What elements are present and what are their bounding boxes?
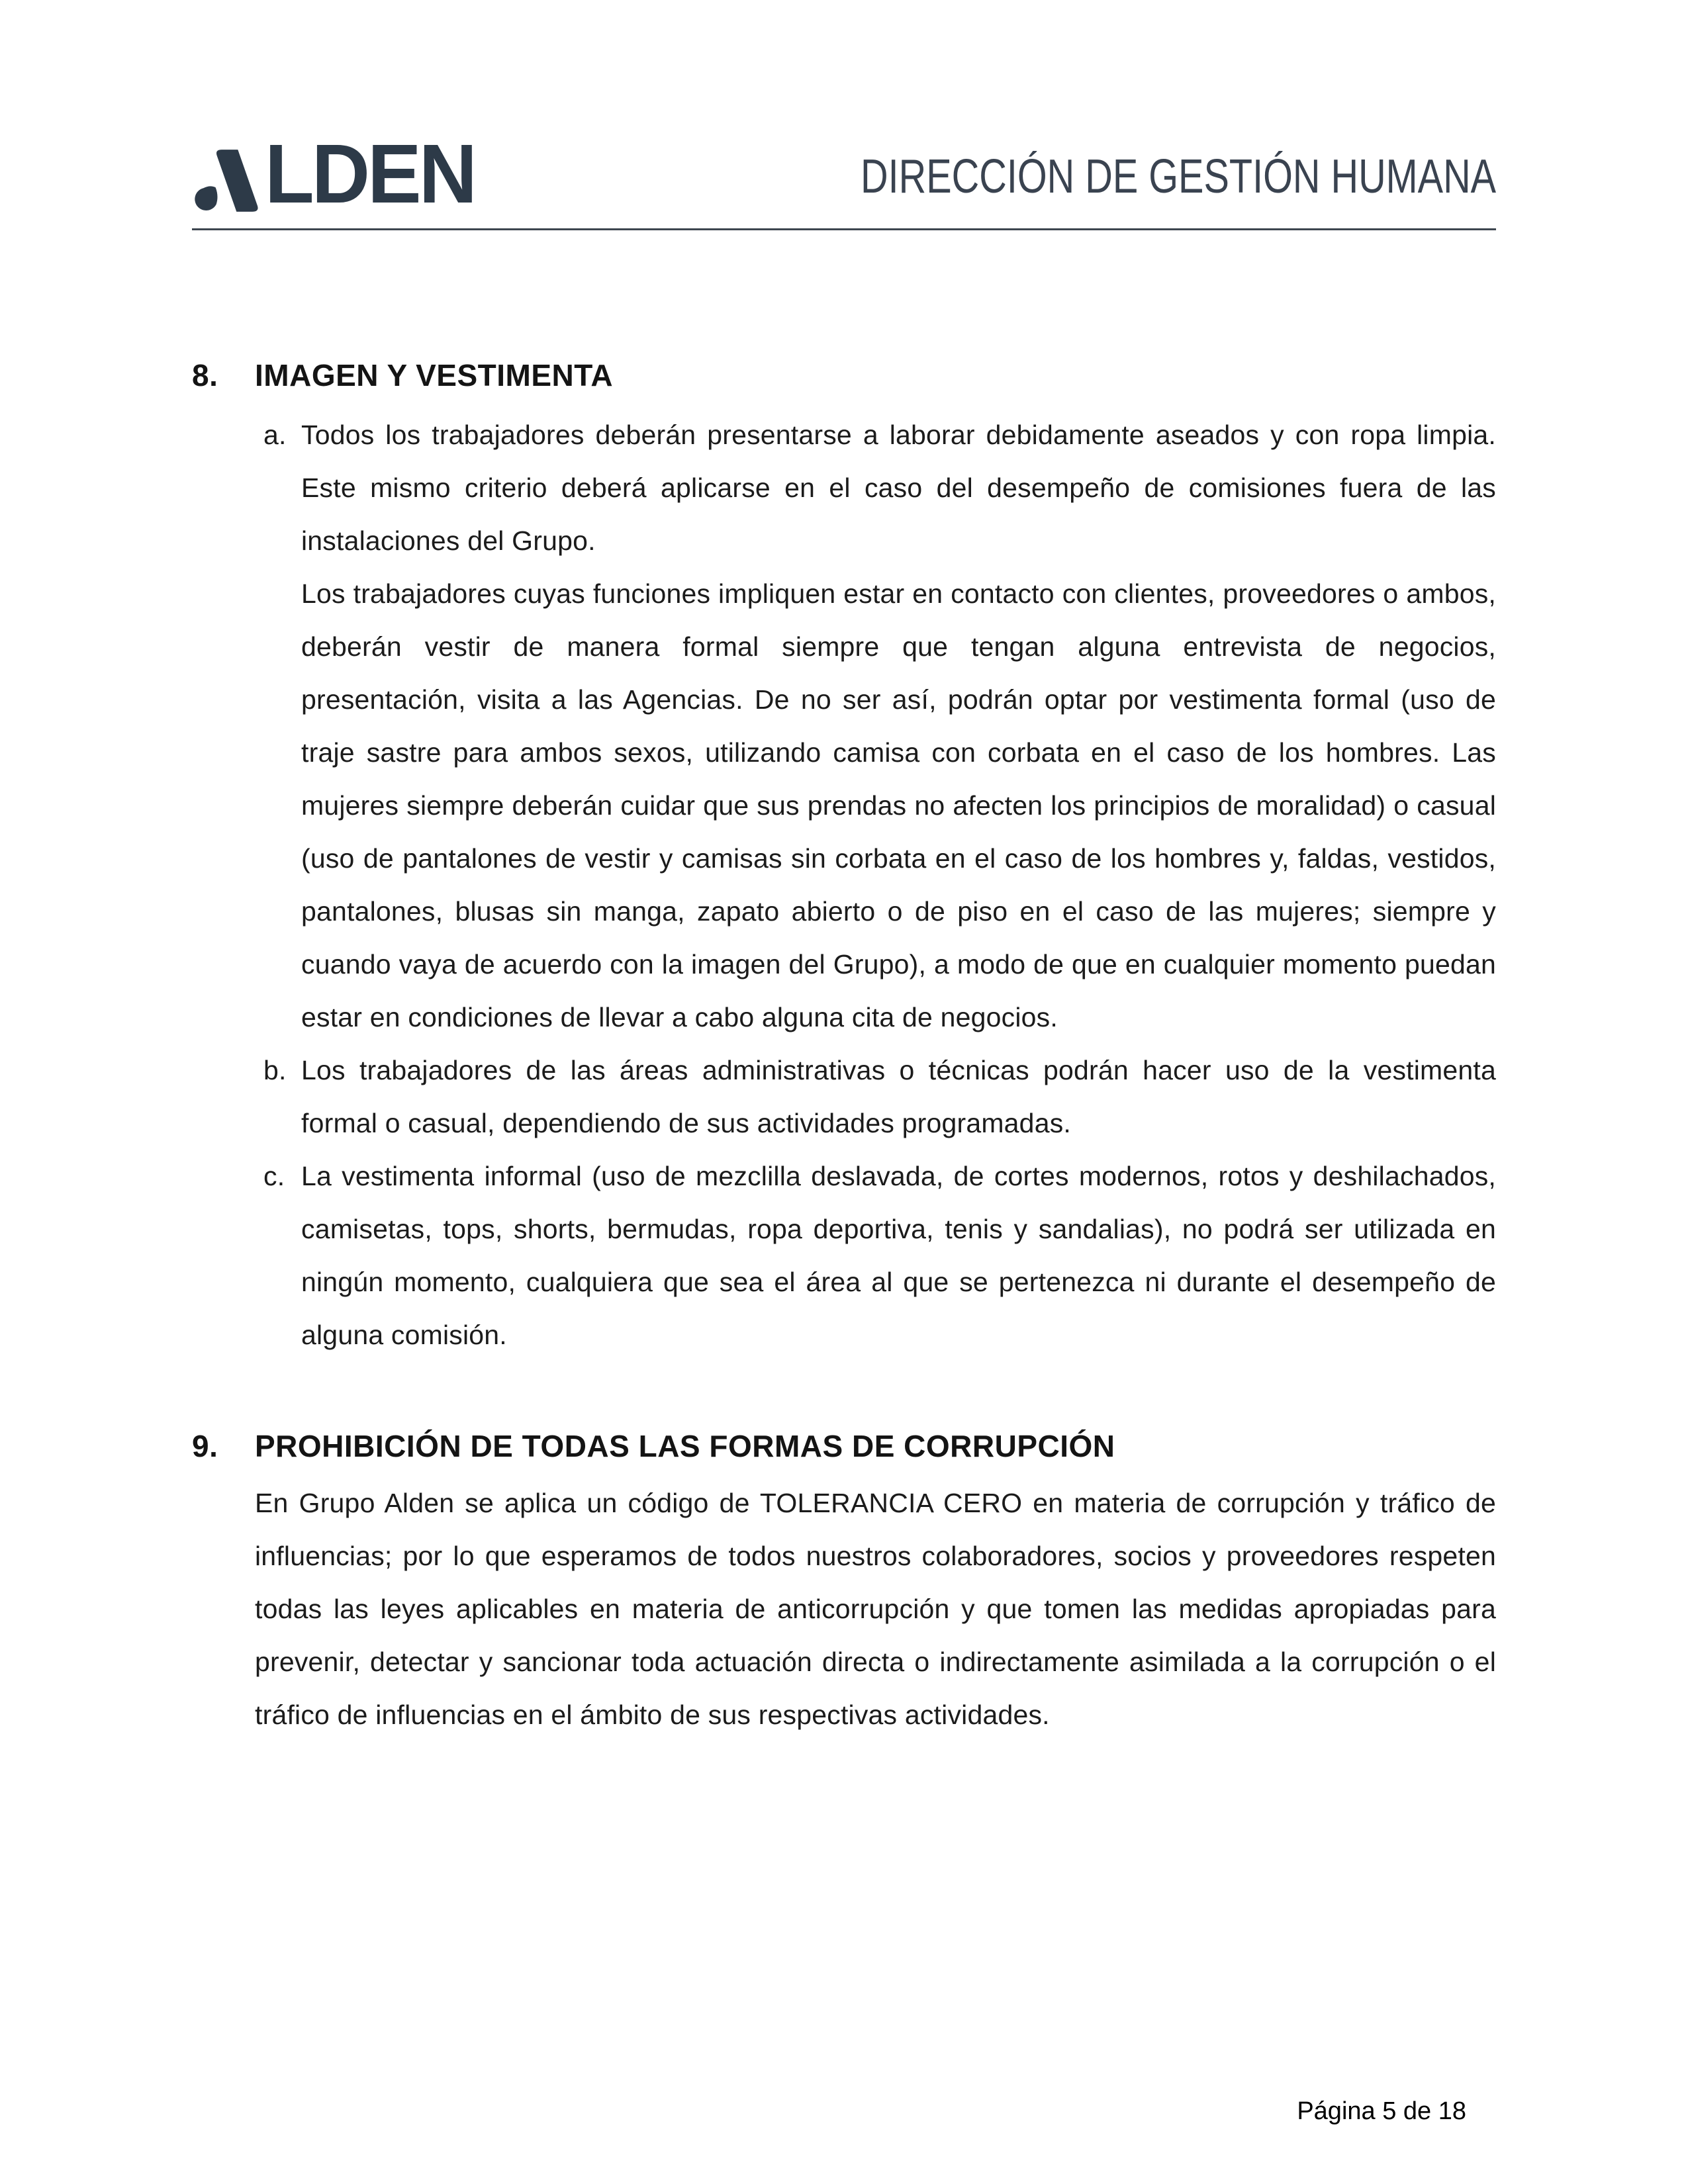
page-number-label: Página 5 de 18 xyxy=(1297,2097,1466,2125)
section-9-body xyxy=(192,1477,1496,1741)
section-9-heading xyxy=(192,1420,1496,1473)
list-item-a-paragraph-1: Todos los trabajadores deberán presentarse a laborar debidamente aseados y con ropa limpia. Este mismo criterio deberá aplicarse en el caso del desempeño de comisiones fuera de las instalaciones del Grupo. xyxy=(301,420,1496,556)
list-item-a xyxy=(192,408,1496,1044)
list-item-c-marker: c. xyxy=(263,1161,285,1191)
list-item-a-paragraph-2: Los trabajadores cuyas funciones impliquen estar en contacto con clientes, proveedores o ambos, deberán vestir de manera formal siempre que tengan alguna entrevista de negocios, presentación, visita a las Agencias. De no ser así, podrán optar por vestimenta formal (uso de traje sastre para ambos sexos, utilizando camisa con corbata en el caso de los hombres. Las mujeres siempre deberán cuidar que sus prendas no afecten los principios de moralidad) o casual (uso de pantalones de vestir y camisas sin corbata en el caso de los hombres y, faldas, vestidos, pantalones, blusas sin manga, zapato abierto o de piso en el caso de las mujeres; siempre y cuando vaya de acuerdo con la imagen del Grupo), a modo de que en cualquier momento puedan estar en condiciones de llevar a cabo alguna cita de negocios. xyxy=(301,578,1496,1032)
list-item-a-marker: a. xyxy=(263,420,287,450)
alden-logo-wordmark: LDEN xyxy=(265,127,475,220)
section-9-paragraph: En Grupo Alden se aplica un código de TOLERANCIA CERO en materia de corrupción y tráfico de influencias; por lo que esperamos de todos nuestros colaboradores, socios y proveedores respeten todas las leyes aplicables en materia de anticorrupción y que tomen las medidas apropiadas para prevenir, detectar y sancionar toda actuación directa o indirectamente asimilada a la corrupción o el tráfico de influencias en el ámbito de sus respectivas actividades. xyxy=(255,1488,1496,1730)
section-9-title: PROHIBICIÓN DE TODAS LAS FORMAS DE CORRUPCIÓN xyxy=(255,1429,1115,1463)
section-8 xyxy=(192,349,1496,1361)
list-item-c-paragraph: La vestimenta informal (uso de mezclilla deslavada, de cortes modernos, rotos y deshilachados, camisetas, tops, shorts, bermudas, ropa deportiva, tenis y sandalias), no podrá ser utilizada en ningún momento, cualquiera que sea el área al que se pertenezca ni durante el desempeño de alguna comisión. xyxy=(301,1161,1496,1350)
section-8-heading xyxy=(192,349,1496,402)
list-item-b-marker: b. xyxy=(263,1055,287,1085)
list-item-b xyxy=(192,1044,1496,1150)
section-9-number: 9. xyxy=(192,1429,218,1463)
list-item-b-paragraph: Los trabajadores de las áreas administrativas o técnicas podrán hacer uso de la vestimenta formal o casual, dependiendo de sus actividades programadas. xyxy=(301,1055,1496,1138)
header-title: DIRECCIÓN DE GESTIÓN HUMANA xyxy=(860,150,1496,203)
section-8-number: 8. xyxy=(192,358,218,392)
section-8-title: IMAGEN Y VESTIMENTA xyxy=(255,358,614,392)
list-item-c xyxy=(192,1150,1496,1361)
section-9 xyxy=(192,1420,1496,1741)
document-body xyxy=(192,0,1496,1741)
page-footer xyxy=(192,2097,1466,2127)
